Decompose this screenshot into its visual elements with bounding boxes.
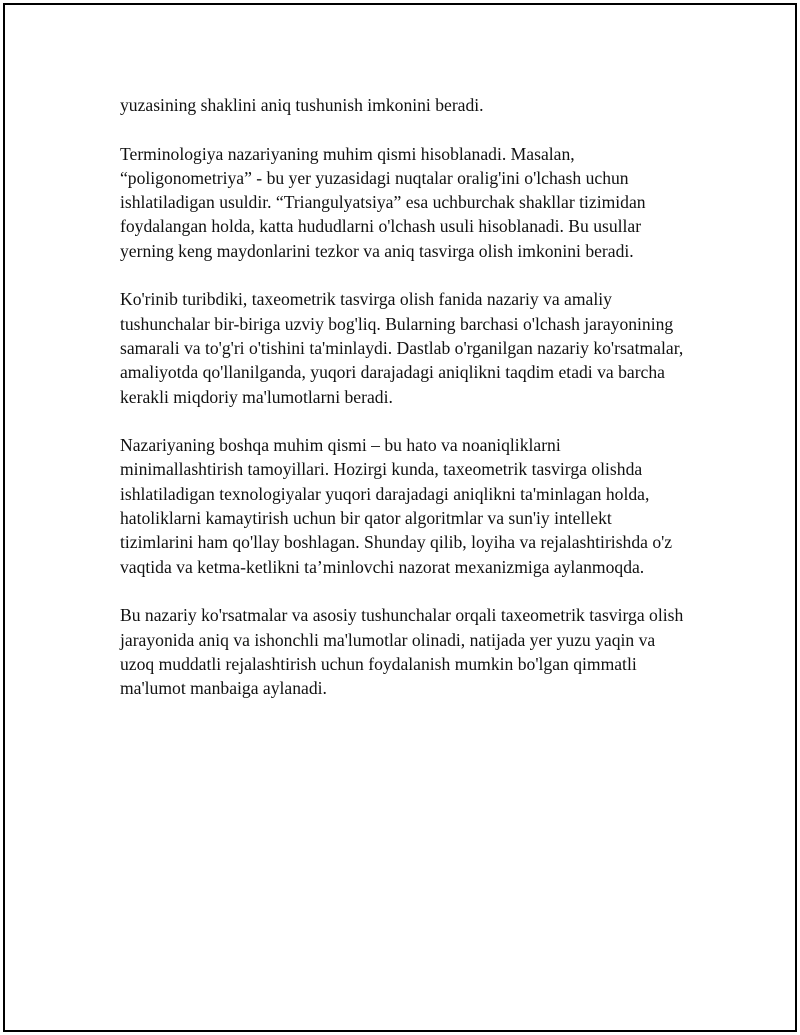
- paragraph-4: Nazariyaning boshqa muhim qismi – bu hato va noaniqliklarni minimallashtirish tamoyillari. Hozirgi kunda, taxeometrik tasvirga olishda ishlatiladigan texnologiyalar yuqori darajadagi aniqlikni ta'minlagan holda, hatoliklarni kamaytirish uchun bir qator algoritmlar va sun'iy intellekt tizimlarini ham qo'llay boshlagan. Shunday qilib, loyiha va rejalashtirishda o'z vaqtida va ketma-ketlikni ta’minlovchi nazorat mexanizmiga aylanmoqda.: [120, 435, 673, 577]
- paragraph-5: Bu nazariy ko'rsatmalar va asosiy tushunchalar orqali taxeometrik tasvirga olish jarayonida aniq va ishonchli ma'lumotlar olinadi, natijada yer yuzu yaqin va uzoq muddatli rejalashtirish uchun foydalanish mumkin bo'lgan qimmatli ma'lumot manbaiga aylanadi.: [120, 605, 684, 699]
- document-body: [120, 93, 686, 725]
- paragraph-3: Ko'rinib turibdiki, taxeometrik tasvirga olish fanida nazariy va amaliy tushunchalar bir-biriga uzviy bog'liq. Bularning barchasi o'lchash jarayonining samarali va to'g'ri o'tishini ta'minlaydi. Dastlab o'rganilgan nazariy ko'rsatmalar, amaliyotda qo'llanilganda, yuqori darajadagi aniqlikni taqdim etadi va barcha kerakli miqdoriy ma'lumotlarni beradi.: [120, 289, 684, 407]
- document-page: [3, 3, 797, 1032]
- paragraph-1: yuzasining shaklini aniq tushunish imkonini beradi.: [120, 95, 484, 115]
- paragraph-2: Terminologiya nazariyaning muhim qismi hisoblanadi. Masalan, “poligonometriya” - bu yer yuzasidagi nuqtalar oralig'ini o'lchash uchun ishlatiladigan usuldir. “Triangulyatsiya” esa uchburchak shakllar tizimidan foydalangan holda, katta hududlarni o'lchash usuli hisoblanadi. Bu usullar yerning keng maydonlarini tezkor va aniq tasvirga olish imkonini beradi.: [120, 143, 646, 261]
